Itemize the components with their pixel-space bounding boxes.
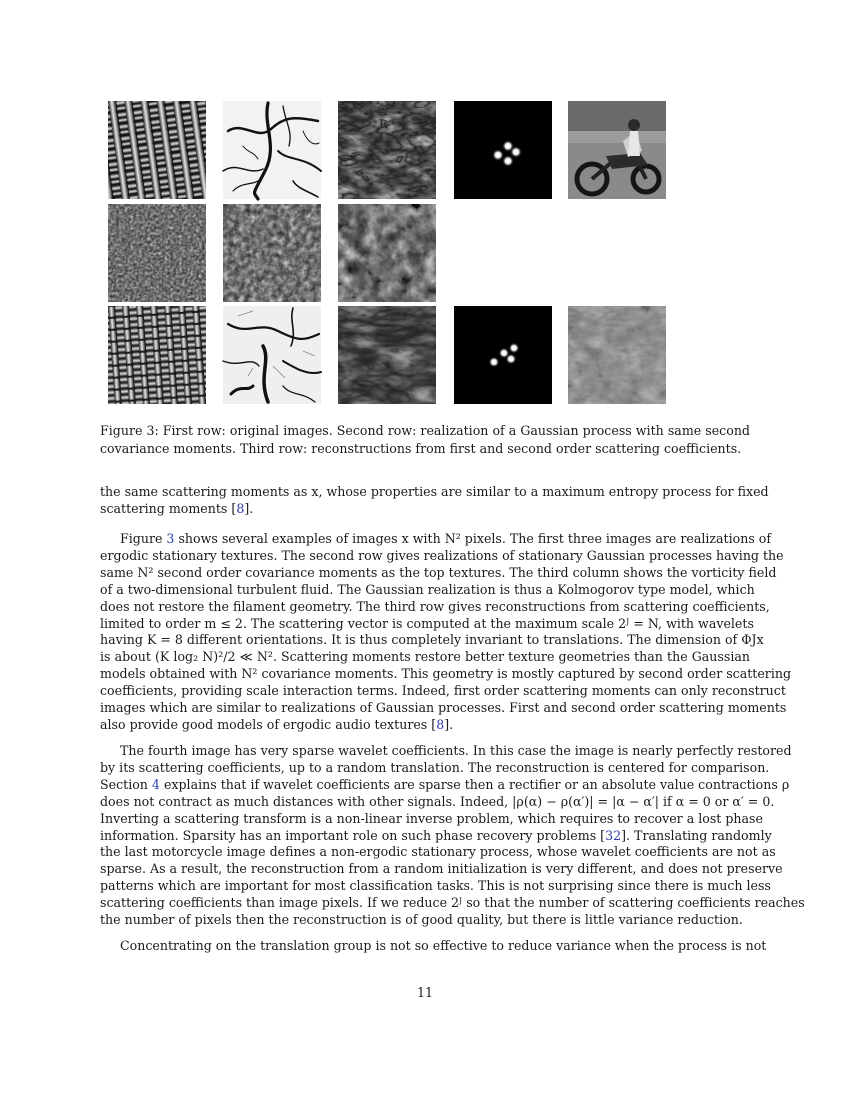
text-line: the same scattering moments as x, whose properties are similar to a maximum entropy process for fixed — [100, 484, 769, 499]
text-line: coefficients, providing scale interaction terms. Indeed, first order scattering moments can only reconstruct — [100, 683, 786, 699]
text-line: Concentrating on the translation group is not so effective to reduce variance when the process is not — [120, 938, 767, 953]
text-line: the last motorcycle image defines a non-ergodic stationary process, whose wavelet coefficients are not as — [100, 844, 776, 860]
text-line: images which are similar to realizations of Gaussian processes. First and second order scattering moments — [100, 700, 787, 716]
text-line: does not contract as much distances with other signals. Indeed, |ρ(α) − ρ(α′)| = |α − α′| if α = 0 or α′ = 0. — [100, 793, 775, 809]
text-line: by its scattering coefficients, up to a random translation. The reconstruction is centered for comparison. — [100, 759, 770, 775]
text-line: scattering moments [8]. — [100, 500, 254, 516]
text-line: sparse. As a result, the reconstruction from a random initialization is very different, and does not preserve — [100, 861, 783, 877]
text-line: of a two-dimensional turbulent fluid. The Gaussian realization is thus a Kolmogorov type model, which — [100, 581, 755, 597]
text-line: Figure 3 shows several examples of images x with N² pixels. The first three images are realizations of — [120, 531, 772, 546]
woven-texture-reconstruction — [108, 306, 206, 404]
turbulent-fluid-original — [338, 101, 436, 199]
caption-line: covariance moments. Third row: reconstructions from first and second order scattering coefficients. — [100, 441, 742, 456]
turbulent-fluid-gaussian — [338, 204, 436, 302]
paragraph-3 — [100, 743, 805, 929]
text-line: patterns which are important for most classification tasks. This is not surprising since there is much less — [100, 878, 771, 894]
motorcycle-original — [568, 101, 666, 199]
text-line: Inverting a scattering transform is a non-linear inverse problem, which requires to recover a lost phase — [100, 810, 763, 826]
text-line: models obtained with N² covariance moments. This geometry is mostly captured by second order scattering — [100, 666, 792, 682]
text-line: is about (K log₂ N)²/2 ≪ N². Scattering moments restore better texture geometries than the Gaussian — [100, 649, 750, 665]
woven-texture-gaussian — [108, 204, 206, 302]
text-line: also provide good models of ergodic audio textures [8]. — [100, 716, 454, 732]
text-line: does not restore the filament geometry. The third row gives reconstructions from scattering coefficients, — [100, 598, 770, 614]
text-line: Section 4 explains that if wavelet coefficients are sparse then a rectifier or an absolute value contractions ρ — [100, 776, 790, 792]
woven-texture-original — [108, 101, 206, 199]
sparse-dots-reconstruction — [454, 306, 552, 404]
text-line: limited to order m ≤ 2. The scattering vector is computed at the maximum scale 2ᴶ = N, with wavelets — [100, 615, 754, 631]
text-line: scattering coefficients than image pixels. If we reduce 2ᴶ so that the number of scattering coefficients reaches — [100, 895, 805, 911]
text-line: ergodic stationary textures. The second row gives realizations of stationary Gaussian processes having the — [100, 547, 784, 563]
text-line: the number of pixels then the reconstruction is of good quality, but there is little variance reduction. — [100, 912, 743, 928]
caption-line: Figure 3: First row: original images. Second row: realization of a Gaussian process with same second — [100, 423, 750, 438]
paragraph-1 — [100, 484, 769, 518]
turbulent-fluid-reconstruction — [338, 306, 436, 404]
text-line: having K = 8 different orientations. It is thus completely invariant to translations. The dimension of ΦJx — [100, 632, 764, 648]
sparse-dots-original — [454, 101, 552, 199]
crack-texture-original — [223, 101, 321, 199]
paragraph-4 — [100, 938, 767, 955]
crack-texture-gaussian — [223, 204, 321, 302]
crack-texture-reconstruction — [223, 306, 321, 404]
page-number: 11 — [416, 985, 434, 1000]
figure-caption — [100, 422, 750, 458]
motorcycle-reconstruction — [568, 306, 666, 404]
text-line: same N² second order covariance moments as the top textures. The third column shows the vorticity field — [100, 564, 777, 580]
text-line: information. Sparsity has an important role on such phase recovery problems [32]. Translating randomly — [100, 827, 772, 843]
text-line: The fourth image has very sparse wavelet coefficients. In this case the image is nearly perfectly restored — [120, 743, 792, 758]
paragraph-2 — [100, 531, 792, 734]
